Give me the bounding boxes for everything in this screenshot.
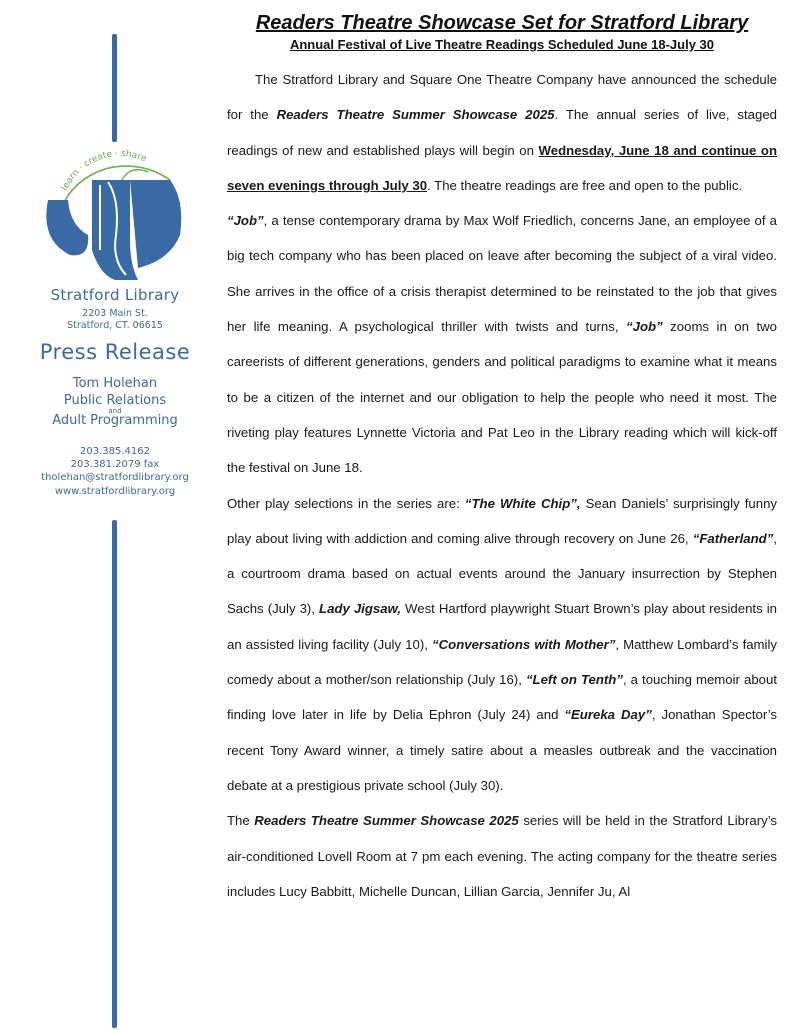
- address-city: Stratford, CT. 06615: [67, 320, 163, 331]
- logo-tagline: learn · create · share: [59, 148, 148, 193]
- contact-role-pr: Public Relations: [63, 393, 167, 408]
- paragraph-selections: Other play selections in the series are: “The White Chip”, Sean Daniels’ surprisingly funny play about living with addiction and coming alive through recovery on June 26, “Fatherland”, a courtroom drama based on actual events around the January insurrection by Stephen Sachs (July 3), Lady Jigsaw, West Hartford playwright Stuart Brown’s play about residents in an assisted living facility (July 10), “Conversations with Mother”, Matthew Lombard’s family comedy about a mother/son relationship (July 16), “Left on Tenth”, a touching memoir about finding love later in life by Delia Ephron (July 24) and “Eureka Day”, Jonathan Spector’s recent Tony Award winner, a timely satire about a measles outbreak and the vaccination debate at a prestigious private school (July 30).: [227, 495, 778, 793]
- sidebar-rule-top: [112, 34, 117, 142]
- contact-role-and: and: [108, 407, 122, 415]
- paragraph-venue: The Readers Theatre Summer Showcase 2025 series will be held in the Stratford Library’s air-conditioned Lovell Room at 7 pm each evening. The acting company for the theatre series includes Lucy Babbitt, Michelle Duncan, Lillian Garcia, Jennifer Ju, Al: [227, 813, 778, 899]
- press-release-heading: Press Release: [39, 340, 191, 364]
- contact-name: Tom Holehan: [72, 376, 158, 391]
- contact-website[interactable]: www.stratfordlibrary.org: [54, 486, 176, 497]
- letterhead-sidebar: [0, 0, 215, 1030]
- article-subtitle: Annual Festival of Live Theatre Readings Scheduled June 18-July 30: [289, 37, 715, 52]
- stratford-library-logo: [30, 140, 200, 290]
- contact-fax: 203.381.2079 fax: [70, 459, 160, 470]
- contact-email[interactable]: tholehan@stratfordlibrary.org: [41, 472, 189, 483]
- contact-phone: 203.385.4162: [80, 446, 150, 457]
- paragraph-intro: The Stratford Library and Square One Theatre Company have announced the schedule for the Readers Theatre Summer Showcase 2025. The annual series of live, staged readings of new and established plays will begin on Wednesday, June 18 and continue on seven evenings through July 30. The theatre readings are free and open to the public.: [227, 72, 778, 193]
- library-name: Stratford Library: [50, 286, 180, 304]
- article-text: [227, 62, 777, 909]
- article-title: Readers Theatre Showcase Set for Stratford Library: [255, 12, 749, 34]
- press-release-body: [227, 12, 777, 909]
- sidebar-rule-bottom: [112, 520, 117, 1028]
- paragraph-job: “Job”, a tense contemporary drama by Max Wolf Friedlich, concerns Jane, an employee of a big tech company who has been placed on leave after becoming the subject of a viral video. She arrives in the office of a crisis therapist determined to be reinstated to the job that gives her life meaning. A psychological thriller with twists and turns, “Job” zooms in on two careerists of different generations, genders and political paradigms to examine what it means to be a citizen of the internet and our obligation to help the people who need it most. The riveting play features Lynnette Victoria and Pat Leo in the Library reading which will kick-off the festival on June 18.: [227, 213, 777, 476]
- address-street: 2203 Main St.: [82, 308, 148, 319]
- contact-role-adult: Adult Programming: [52, 413, 178, 428]
